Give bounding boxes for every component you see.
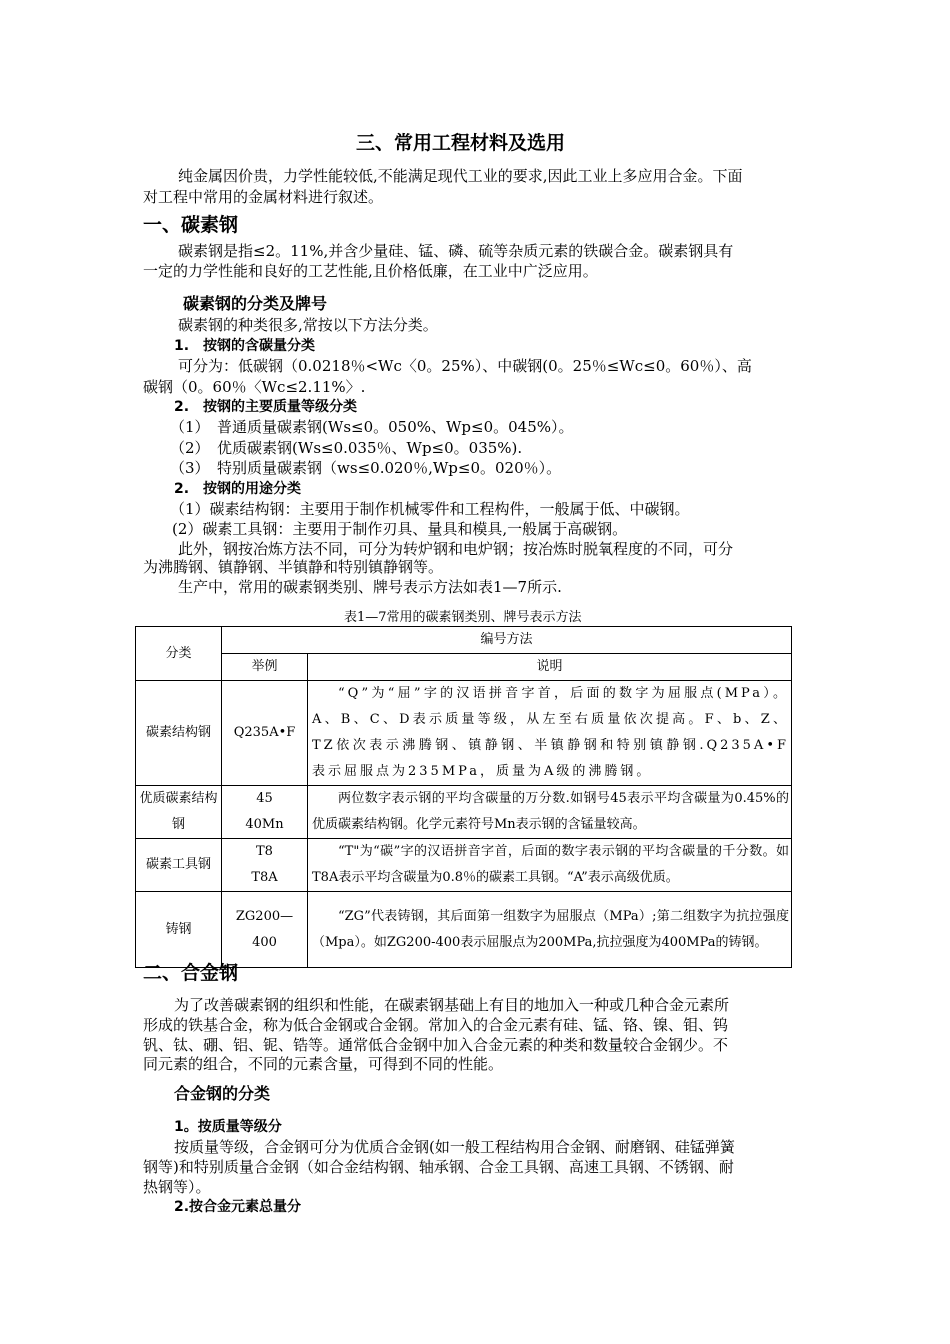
table-row (136, 786, 792, 839)
row-category: 铸钢 (136, 892, 222, 968)
smelt-line-1: 此外，钢按冶炼方法不同，可分为转炉钢和电炉钢；按冶炼时脱氧程度的不同，可分 (178, 540, 734, 558)
heading-by-use: 2. 按钢的用途分类 (174, 481, 302, 497)
header-explanation: 说明 (308, 654, 792, 681)
subheading-classification: 碳素钢的分类及牌号 (183, 294, 328, 313)
alloy-quality-line-2: 钢等)和特别质量合金钢（如合金结构钢、轴承钢、合金工具钢、高速工具钢、不锈钢、耐 (143, 1158, 734, 1176)
table-row (136, 681, 792, 786)
alloy-quality-line-3: 热钢等）。 (143, 1178, 211, 1196)
classification-intro: 碳素钢的种类很多,常按以下方法分类。 (178, 316, 438, 334)
row-description (308, 839, 792, 892)
quality-item-1: （1） 普通质量碳素钢(Ws≤0。050%、Wp≤0。045%）。 (170, 418, 574, 436)
row-description-text: 两位数字表示钢的平均含碳量的万分数.如钢号45表示平均含碳量为0.45%的优质碳素结构钢。化学元素符号Mn表示钢的含锰量较高。 (312, 791, 790, 832)
carbon-para-line-2: 一定的力学性能和良好的工艺性能,且价格低廉，在工业中广泛应用。 (143, 262, 598, 280)
row-example: Q235A•F (222, 681, 308, 786)
intro-line-2: 对工程中常用的金属材料进行叙述。 (143, 188, 384, 206)
row-description (308, 892, 792, 968)
table-row (136, 892, 792, 968)
heading-alloy-by-quality: 1。按质量等级分 (174, 1119, 282, 1135)
use-item-2: (2）碳素工具钢：主要用于制作刃具、量具和模具,一般属于高碳钢。 (172, 520, 628, 538)
table-row (136, 839, 792, 892)
subheading-alloy-classification: 合金钢的分类 (174, 1084, 271, 1103)
use-item-1: （1）碳素结构钢：主要用于制作机械零件和工程构件，一般属于低、中碳钢。 (170, 500, 690, 518)
row-description (308, 786, 792, 839)
alloy-para-line-1: 为了改善碳素钢的组织和性能，在碳素钢基础上有目的地加入一种或几种合金元素所 (174, 996, 730, 1014)
section-heading-carbon-steel: 一、碳素钢 (143, 214, 239, 236)
carbon-text-line-1: 可分为：低碳钢（0.0218％<Wc〈0。25%）、中碳钢(0。25％≤Wc≤0。60％）、高 (178, 357, 752, 375)
alloy-para-line-2: 形成的铁基合金，称为低合金钢或合金钢。常加入的合金元素有硅、锰、铬、镍、钼、钨 (143, 1016, 729, 1034)
smelt-line-2: 为沸腾钢、镇静钢、半镇静和特别镇静钢等。 (143, 558, 444, 576)
row-example: ZG200—400 (222, 892, 308, 968)
heading-by-carbon: 1. 按钢的含碳量分类 (174, 338, 316, 354)
carbon-steel-table (135, 626, 792, 968)
row-category: 碳素工具钢 (136, 839, 222, 892)
heading-by-quality: 2. 按钢的主要质量等级分类 (174, 399, 358, 415)
heading-alloy-by-total: 2.按合金元素总量分 (174, 1199, 302, 1215)
row-description-text: “ZG”代表铸钢，其后面第一组数字为屈服点（MPa）;第二组数字为抗拉强度（Mpa）。如ZG200-400表示屈服点为200MPa,抗拉强度为400MPa的铸钢。 (312, 908, 790, 950)
carbon-text-line-2: 碳钢（0。60％〈Wc≤2.11%〉. (143, 378, 366, 396)
row-description (308, 681, 792, 786)
table-caption: 表1—7常用的碳素钢类别、牌号表示方法 (344, 610, 582, 625)
page-title: 三、常用工程材料及选用 (356, 132, 566, 154)
carbon-para-line-1: 碳素钢是指≤2。11%,并含少量硅、锰、磷、硫等杂质元素的铁碳合金。碳素钢具有 (178, 242, 734, 260)
alloy-quality-line-1: 按质量等级，合金钢可分为优质合金钢(如一般工程结构用合金钢、耐磨钢、硅锰弹簧 (174, 1138, 735, 1156)
intro-line-1: 纯金属因价贵，力学性能较低,不能满足现代工业的要求,因此工业上多应用合金。下面 (178, 167, 743, 185)
row-category: 优质碳素结构钢 (136, 786, 222, 839)
row-example: T8 T8A (222, 839, 308, 892)
section-heading-alloy-steel: 二、合金钢 (143, 962, 239, 984)
alloy-para-line-4: 同元素的组合，不同的元素含量，可得到不同的性能。 (143, 1055, 504, 1073)
row-description-text: “T"为“碳”字的汉语拼音字首，后面的数字表示钢的平均含碳量的千分数。如T8A表示平均含碳量为0.8％的碳素工具钢。“A”表示高级优质。 (312, 844, 790, 885)
header-example: 举例 (222, 654, 308, 681)
row-example: 45 40Mn (222, 786, 308, 839)
row-description-text: “Q”为“屈”字的汉语拼音字首，后面的数字为屈服点(MPa）。A、B、C、D表示质量等级，从左至右质量依次提高。F、b、Z、TZ依次表示沸腾钢、镇静钢、半镇静钢和特别镇静钢.Q235A•F表示屈服点为235MPa，质量为A级的沸腾钢。 (312, 686, 790, 779)
header-category: 分类 (136, 627, 222, 681)
alloy-para-line-3: 钒、钛、硼、铝、铌、锆等。通常低合金钢中加入合金元素的种类和数量较合金钢少。不 (143, 1036, 729, 1054)
row-category: 碳素结构钢 (136, 681, 222, 786)
header-method: 编号方法 (222, 627, 792, 654)
quality-item-2: （2） 优质碳素钢(Ws≤0.035％、Wp≤0。035%). (170, 439, 523, 457)
production-line: 生产中，常用的碳素钢类别、牌号表示方法如表1—7所示. (178, 578, 562, 596)
quality-item-3: （3） 特别质量碳素钢（ws≤0.020％,Wp≤0。020％）。 (170, 459, 562, 477)
